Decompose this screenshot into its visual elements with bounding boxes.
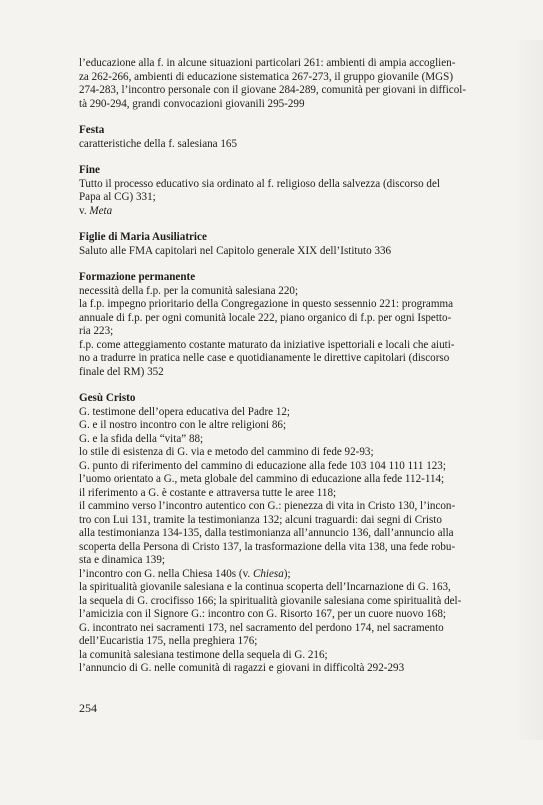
entry-heading: Figlie di Maria Ausiliatrice <box>79 231 207 243</box>
index-entry-formazione <box>79 271 511 379</box>
entry-line: caratteristiche della f. salesiana 165 <box>79 137 238 150</box>
entry-line: l’annuncio di G. nelle comunità di ragazzi e giovani in difficoltà 292-293 <box>79 662 405 674</box>
entry-line: dell’Eucaristia 175, nella preghiera 176; <box>79 635 258 647</box>
index-entry-gesu <box>79 392 511 676</box>
entry-line: G. e la sfida della “vita” 88; <box>79 432 204 445</box>
entry-line: finale del RM) 352 <box>79 365 164 378</box>
entry-line: Saluto alle FMA capitolari nel Capitolo generale XIX dell’Istituto 336 <box>79 244 392 257</box>
page-number: 254 <box>79 701 97 715</box>
see-also-reference: Chiesa <box>252 567 284 580</box>
entry-line: l’uomo orientato a G., meta globale del cammino di educazione alla fede 112-114; <box>79 473 445 485</box>
entry-line: il cammino verso l’incontro autentico con G.: pienezza di vita in Cristo 130, l’incon- <box>79 500 456 512</box>
entry-line: G. punto di riferimento del cammino di educazione alla fede 103 104 110 111 123; <box>79 459 446 472</box>
entry-line: scoperta della Persona di Cristo 137, la trasformazione della vita 138, una fede robu- <box>79 540 456 553</box>
entry-heading: Fine <box>79 164 100 176</box>
entry-line: la sequela di G. crocifisso 166; la spiritualità giovanile salesiana come spiritualità del- <box>79 594 462 607</box>
entry-line: la spiritualità giovanile salesiana e la continua scoperta dell’Incarnazione di G. 163, <box>79 581 451 593</box>
index-page-body <box>79 57 511 689</box>
page-edge-shadow <box>513 40 543 740</box>
chiesa-line-suffix: ); <box>283 567 291 580</box>
entry-line: tro con Lui 131, tramite la testimonianza 132; alcuni traguardi: dai segni di Cristo <box>79 513 442 526</box>
index-entry-fine <box>79 164 511 218</box>
entry-line: G. incontrato nei sacramenti 173, nel sacramento del perdono 174, nel sacramento <box>79 621 444 634</box>
entry-line: 274-283, l’incontro personale con il giovane 284-289, comunità per giovani in difficol- <box>79 84 467 96</box>
entry-line: f.p. come atteggiamento costante maturato da iniziative ispettoriali e locali che aiuti- <box>79 338 455 351</box>
entry-line: necessità della f.p. per la comunità salesiana 220; <box>79 284 299 297</box>
entry-heading: Festa <box>79 124 105 136</box>
index-entry-figlie <box>79 231 511 258</box>
see-also-prefix: v. <box>79 204 90 217</box>
entry-line: Papa al CG) 331; <box>79 191 156 203</box>
index-entry-continuation <box>79 57 511 111</box>
chiesa-line-prefix: l’incontro con G. nella Chiesa 140s (v. <box>79 567 253 580</box>
index-entry-festa <box>79 124 511 151</box>
entry-line: tà 290-294, grandi convocazioni giovanili 295-299 <box>79 97 305 110</box>
entry-heading: Gesù Cristo <box>79 392 136 404</box>
entry-line: annuale di f.p. per ogni comunità locale 222, piano organico di f.p. per ogni Ispetto- <box>79 311 452 324</box>
entry-line-chiesa <box>79 568 511 582</box>
entry-heading: Formazione permanente <box>79 271 196 283</box>
entry-line: la f.p. impegno prioritario della Congregazione in questo sessennio 221: programma <box>79 298 454 310</box>
entry-line: za 262-266, ambienti di educazione sistematica 267-273, il gruppo giovanile (MGS) <box>79 70 454 83</box>
entry-line: G. e il nostro incontro con le altre religioni 86; <box>79 419 287 431</box>
entry-line: Tutto il processo educativo sia ordinato al f. religioso della salvezza (discorso del <box>79 177 440 190</box>
entry-line: sta e dinamica 139; <box>79 554 165 566</box>
entry-line: la comunità salesiana testimone della sequela di G. 216; <box>79 648 328 661</box>
see-also-line <box>79 205 511 219</box>
entry-line: l’amicizia con il Signore G.: incontro con G. Risorto 167, per un cuore nuovo 168; <box>79 608 446 620</box>
entry-line: no a tradurre in pratica nelle case e quotidianamente le direttive capitolari (discorso <box>79 352 450 364</box>
entry-line: l’educazione alla f. in alcune situazioni particolari 261: ambienti di ampia accoglien- <box>79 57 456 69</box>
entry-line: lo stile di esistenza di G. via e metodo del cammino di fede 92-93; <box>79 446 374 458</box>
entry-line: G. testimone dell’opera educativa del Padre 12; <box>79 405 291 418</box>
entry-line: il riferimento a G. è costante e attraversa tutte le aree 118; <box>79 486 337 499</box>
entry-line: alla testimonianza 134-135, dalla testimonianza all’annuncio 136, dall’annuncio alla <box>79 527 454 539</box>
see-also-reference: Meta <box>89 204 113 217</box>
entry-line: ria 223; <box>79 325 114 337</box>
